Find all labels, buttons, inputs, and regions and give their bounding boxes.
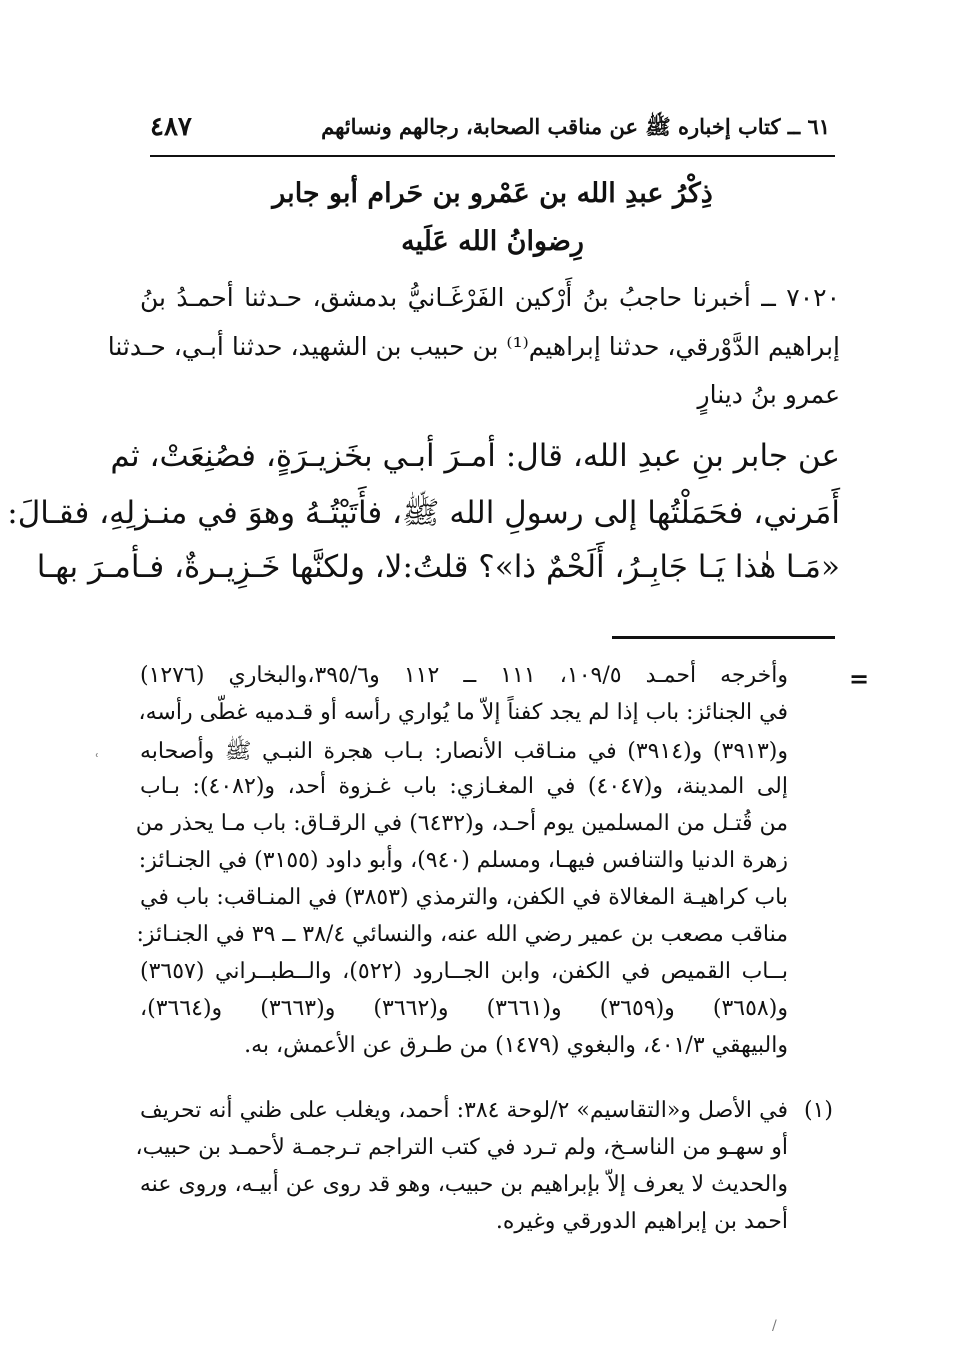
footnote-line: بــاب القميص في الكفن، وابن الجــارود (٥٢٢)، والــطبــراني (٣٦٥٧) xyxy=(140,959,789,984)
footnote-line: في الأصل و«التقاسيم» ٢/لوحة ٣٨٤: أحمد، ويغلب على ظني أنه تحريف xyxy=(140,1098,788,1123)
page-number: ٤٨٧ xyxy=(150,112,192,142)
footnote-line: باب كراهيـة المغالاة في الكفن، والترمذي (٣٨٥٣) في المنـاقب: باب في xyxy=(140,885,788,910)
isnad-line: إبراهيم الدَّوْرقي، حدثنا إبراهيم⁽¹⁾ بن حبيب بن الشهيد، حدثنا أبـي، حـدثنا xyxy=(107,332,840,361)
footnote-separator xyxy=(612,636,835,639)
footnote-line: والحديث لا يعرف إلاّ بإبراهيم بن حبيب، وهو قد روى عن أبيـه، وروى عنه xyxy=(139,1172,788,1197)
header-rule xyxy=(150,155,835,157)
matn-line: «مَـا هٰذا يَـا جَابِـرُ، أَلَحْمٌ ذا»؟ قلتُ:لا، ولكنَّها خَـزِيـرةٌ، فـأمـرَ بهـا xyxy=(36,549,840,585)
footnote-line: أو سهـو من الناسـخ، ولم تـرد في كتب التراجم تـرجمـة لأحمـد بن حبيب، xyxy=(135,1135,788,1160)
section-title-line-1: ذِكْرُ عبدِ الله بن عَمْرو بن حَرام أبو جابر xyxy=(272,178,713,209)
footnote-line: مناقب مصعب بن عمير رضي الله عنه، والنسائي ٣٨/٤ ــ ٣٩ في الجنـائز: xyxy=(136,922,788,947)
footnote-line: و(٣٦٥٨) و(٣٦٥٩) و(٣٦٦١) و(٣٦٦٢) و(٣٦٦٣) و(٣٦٦٤)، xyxy=(140,996,788,1021)
footnote-line: من قُتـل من المسلمين يوم أحـد، و(٦٤٣٢) في الرقـاق: باب مـا يحذر من xyxy=(135,811,788,836)
footnote-line: والبيهقي ٤٠١/٣، والبغوي (١٤٧٩) من طـرق عن الأعمش، به. xyxy=(244,1033,788,1058)
section-title-line-2: رِضوانُ الله عَلَيه xyxy=(401,226,584,257)
footnote-line: أحمد بن إبراهيم الدورقي وغيره. xyxy=(495,1209,788,1234)
matn-line: أَمَرني، فحَمَلْتُها إلى رسولِ الله ﷺ، فأَتَيْتُـهُ وهوَ في منـزلِهِ، فقـالَ: xyxy=(7,495,840,531)
footnote-line: في الجنائز: باب إذا لم يجد كفناً إلاّ ما يُواري رأسه أو قـدميه غطّى رأسه، xyxy=(138,700,788,725)
footnote-continuation-mark: = xyxy=(849,664,870,693)
footnote-line: و(٣٩١٣) و(٣٩١٤) في منـاقب الأنصار: بـاب هجرة النبـي ﷺ وأصحابه xyxy=(140,739,788,764)
matn-line: عن جابر بنِ عبدِ الله، قال: أمـرَ أبـي بخَزيـرَةٍ، فصُنِعَتْ، ثم xyxy=(110,438,840,474)
footnote-line: وأخرجه أحمـد ١٠٩/٥، ١١١ ــ ١١٢ و٣٩٥/٦،والبخاري (١٢٧٦) xyxy=(140,663,789,688)
footnote-number: (١) xyxy=(804,1098,834,1123)
scan-speck: / xyxy=(772,1318,777,1334)
footnote-line: إلى المدينة، و(٤٠٤٧) في المغـازي: باب غـزوة أحد، و(٤٠٨٢): بـاب xyxy=(140,774,788,799)
running-header-title: ٦١ ــ كتاب إخباره ﷺ عن مناقب الصحابة، رجالهم ونسائهم xyxy=(321,114,830,139)
scan-speck: ʿ xyxy=(95,752,100,768)
isnad-line: ٧٠٢٠ ــ أخبرنا حاجبُ بنُ أَرْكين الفَرْغَـانيُّ بدمشق، حـدثنا أحمـدُ بنُ xyxy=(140,283,840,312)
footnote-line: زهرة الدنيا والتنافس فيهـا، ومسلم (٩٤٠)، وأبو داود (٣١٥٥) في الجنـائز: xyxy=(138,848,788,873)
isnad-line: عمرو بنُ دينارٍ xyxy=(697,380,840,409)
